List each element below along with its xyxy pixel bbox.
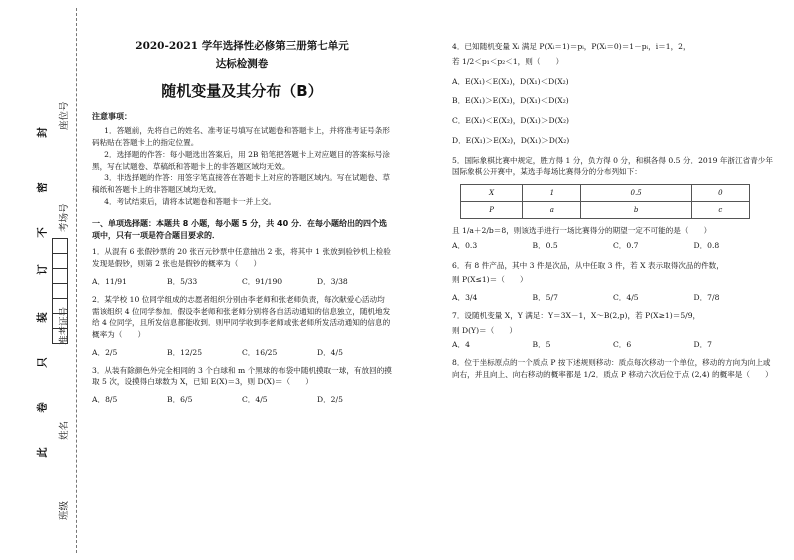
question-6-condition: 则 P(X≤1)＝（ ）: [452, 275, 528, 285]
table-cell: c: [691, 202, 749, 219]
question-1-options: [92, 276, 392, 288]
option-a: A．3/4: [452, 293, 478, 303]
table-cell: a: [523, 202, 581, 219]
admission-number-label: 准考证号: [59, 306, 70, 345]
question-5-text: 5．国际象棋比赛中规定，胜方得 1 分，负方得 0 分，和棋各得 0.5 分．2019 年浙江省青少年国际象棋公开赛中，某选手每场比赛得分的分布列如下：: [452, 155, 773, 177]
question-6-text: 6．有 8 件产品，其中 3 件是次品，从中任取 3 件，若 X 表示取得次品的件数，: [452, 260, 724, 270]
option-c: C．6: [613, 340, 632, 350]
seat-number-label: 座位号: [59, 101, 70, 130]
table-cell: 0: [691, 185, 749, 202]
question-8-text: 8．位于坐标原点的一个质点 P 按下述规则移动：质点每次移动一个单位，移动的方向为向上或向右，并且向上、向右移动的概率都是 1/2．质点 P 移动六次后位于点 (2,4) 的概率是（ ）: [452, 358, 773, 380]
title-line-1: 2020-2021 学年选择性必修第三册第七单元: [135, 40, 349, 52]
option-b: B．5/7: [532, 293, 558, 303]
title-line-2: 达标检测卷: [215, 57, 269, 70]
option-a: A．4: [452, 340, 470, 350]
seal-char: 卷: [36, 402, 49, 413]
exam-room-label: 考场号: [59, 203, 70, 232]
option-a: A．E(X₁)＜E(X₂)，D(X₁)＜D(X₂): [452, 76, 569, 86]
seal-char: 封: [36, 127, 49, 138]
seal-char: 订: [36, 264, 49, 275]
option-d: D．2/5: [317, 395, 343, 405]
question-7-options: [452, 339, 774, 351]
notice-item: 2．选择题的作答：每小题选出答案后，用 2B 铅笔把答题卡上对应题目的答案标号涂黑，写在试题卷、草稿纸和答题卡上的非答题区域均无效。: [92, 149, 391, 171]
option-b: B．6/5: [167, 395, 193, 405]
question-1-text: 1．从混有 6 张假钞票的 20 张百元钞票中任意抽出 2 张，将其中 1 张放到验钞机上检验发现是假钞，则第 2 张也是假钞的概率为（ ）: [92, 247, 391, 269]
option-c: C．4/5: [613, 293, 639, 303]
option-b: B．0.5: [532, 240, 558, 250]
question-4-text: 4．已知随机变量 Xᵢ 满足 P(Xᵢ＝1)＝pᵢ，P(Xᵢ＝0)＝1－pᵢ，i＝1，2，: [452, 42, 691, 51]
binding-strip: [0, 0, 90, 560]
option-a: A．11/91: [92, 277, 127, 286]
table-cell: b: [581, 202, 691, 219]
seal-char: 此: [36, 447, 49, 458]
class-label: 班级: [59, 500, 70, 520]
option-b: B．5/33: [167, 277, 198, 286]
option-d: D．4/5: [317, 347, 343, 357]
question-2-options: [92, 347, 392, 359]
left-column: [92, 38, 392, 412]
table-row: [461, 185, 750, 202]
notice-heading: 注意事项：: [92, 111, 132, 121]
notice-item: 3．非选择题的作答：用签字笔直接答在答题卡上对应的答题区域内。写在试题卷、草稿纸和答题卡上的非答题区域均无效。: [92, 173, 390, 195]
question-6-options: [452, 292, 774, 304]
distribution-table: [460, 184, 750, 219]
option-d: D．0.8: [693, 240, 720, 250]
question-3-options: [92, 394, 392, 406]
seal-char: 装: [36, 312, 49, 323]
option-c: C．4/5: [242, 395, 268, 405]
option-d: D．E(X₁)＞E(X₂)，D(X₁)＞D(X₂): [452, 135, 570, 145]
section-heading: 一、单项选择题：本题共 8 小题，每小题 5 分，共 40 分．在每小题给出的四个选项中，只有一项是符合题目要求的．: [92, 218, 387, 241]
seal-char: 密: [36, 182, 49, 193]
question-7-condition: 则 D(Y)＝（ ）: [452, 325, 518, 335]
option-b: B．5: [532, 340, 551, 350]
notice-item: 4．考试结束后，请将本试题卷和答题卡一并上交。: [104, 196, 277, 206]
option-d: D．3/38: [317, 277, 348, 286]
option-b: B．E(X₁)＞E(X₂)，D(X₁)＜D(X₂): [452, 96, 569, 106]
option-d: D．7/8: [693, 293, 720, 303]
seal-char: 不: [36, 227, 49, 238]
question-2-text: 2．某学校 10 位同学组成的志愿者组织分别由李老师和张老师负责，每次献爱心活动均需该组织 4 位同学参加．假设李老师和张老师分别将各自活动通知的信息独立，随机地发给 4 位同学，且所发信息都能收到．则甲同学收到李老师或张老师所发活动通知的信息的概率为（ ）: [92, 294, 391, 340]
question-4-condition: 若 1/2＜p₁＜p₂＜1，则（ ）: [452, 56, 564, 66]
page-title: 随机变量及其分布（B）: [161, 81, 323, 100]
option-c: C．E(X₁)＜E(X₂)，D(X₁)＞D(X₂): [452, 116, 569, 126]
question-5-options: [452, 240, 774, 252]
name-label: 姓名: [59, 420, 70, 440]
notice-item: 1．答题前，先将自己的姓名、准考证号填写在试题卷和答题卡上，并将准考证号条形码粘贴在答题卡上的指定位置。: [92, 126, 390, 148]
option-c: C．91/190: [242, 277, 283, 286]
table-cell: P: [461, 202, 523, 219]
option-a: A．8/5: [92, 395, 118, 405]
option-c: C．0.7: [613, 240, 639, 250]
seal-char: 只: [36, 357, 49, 368]
option-c: C．16/25: [242, 347, 278, 357]
table-cell: X: [461, 185, 523, 202]
question-7-text: 7．设随机变量 X，Y 满足：Y＝3X－1，X～B(2,p)，若 P(X≥1)＝5/9，: [452, 310, 701, 320]
option-b: B．12/25: [167, 347, 203, 357]
right-column: [452, 38, 774, 381]
table-cell: 1: [523, 185, 581, 202]
ticket-number-boxes: [52, 238, 68, 344]
question-5-condition: 且 1/a＋2/b＝8，则该选手进行一场比赛得分的期望一定不可能的是（ ）: [452, 226, 712, 236]
option-a: A．2/5: [92, 347, 118, 357]
question-3-text: 3．从装有除颜色外完全相同的 3 个白球和 m 个黑球的布袋中随机摸取一球，有放回的摸取 5 次，设摸得白球数为 X，已知 E(X)＝3，则 D(X)＝（ ）: [92, 365, 392, 387]
option-a: A．0.3: [452, 240, 478, 250]
table-row: [461, 202, 750, 219]
table-cell: 0.5: [581, 185, 691, 202]
option-d: D．7: [693, 340, 713, 350]
cut-line: [76, 8, 77, 553]
